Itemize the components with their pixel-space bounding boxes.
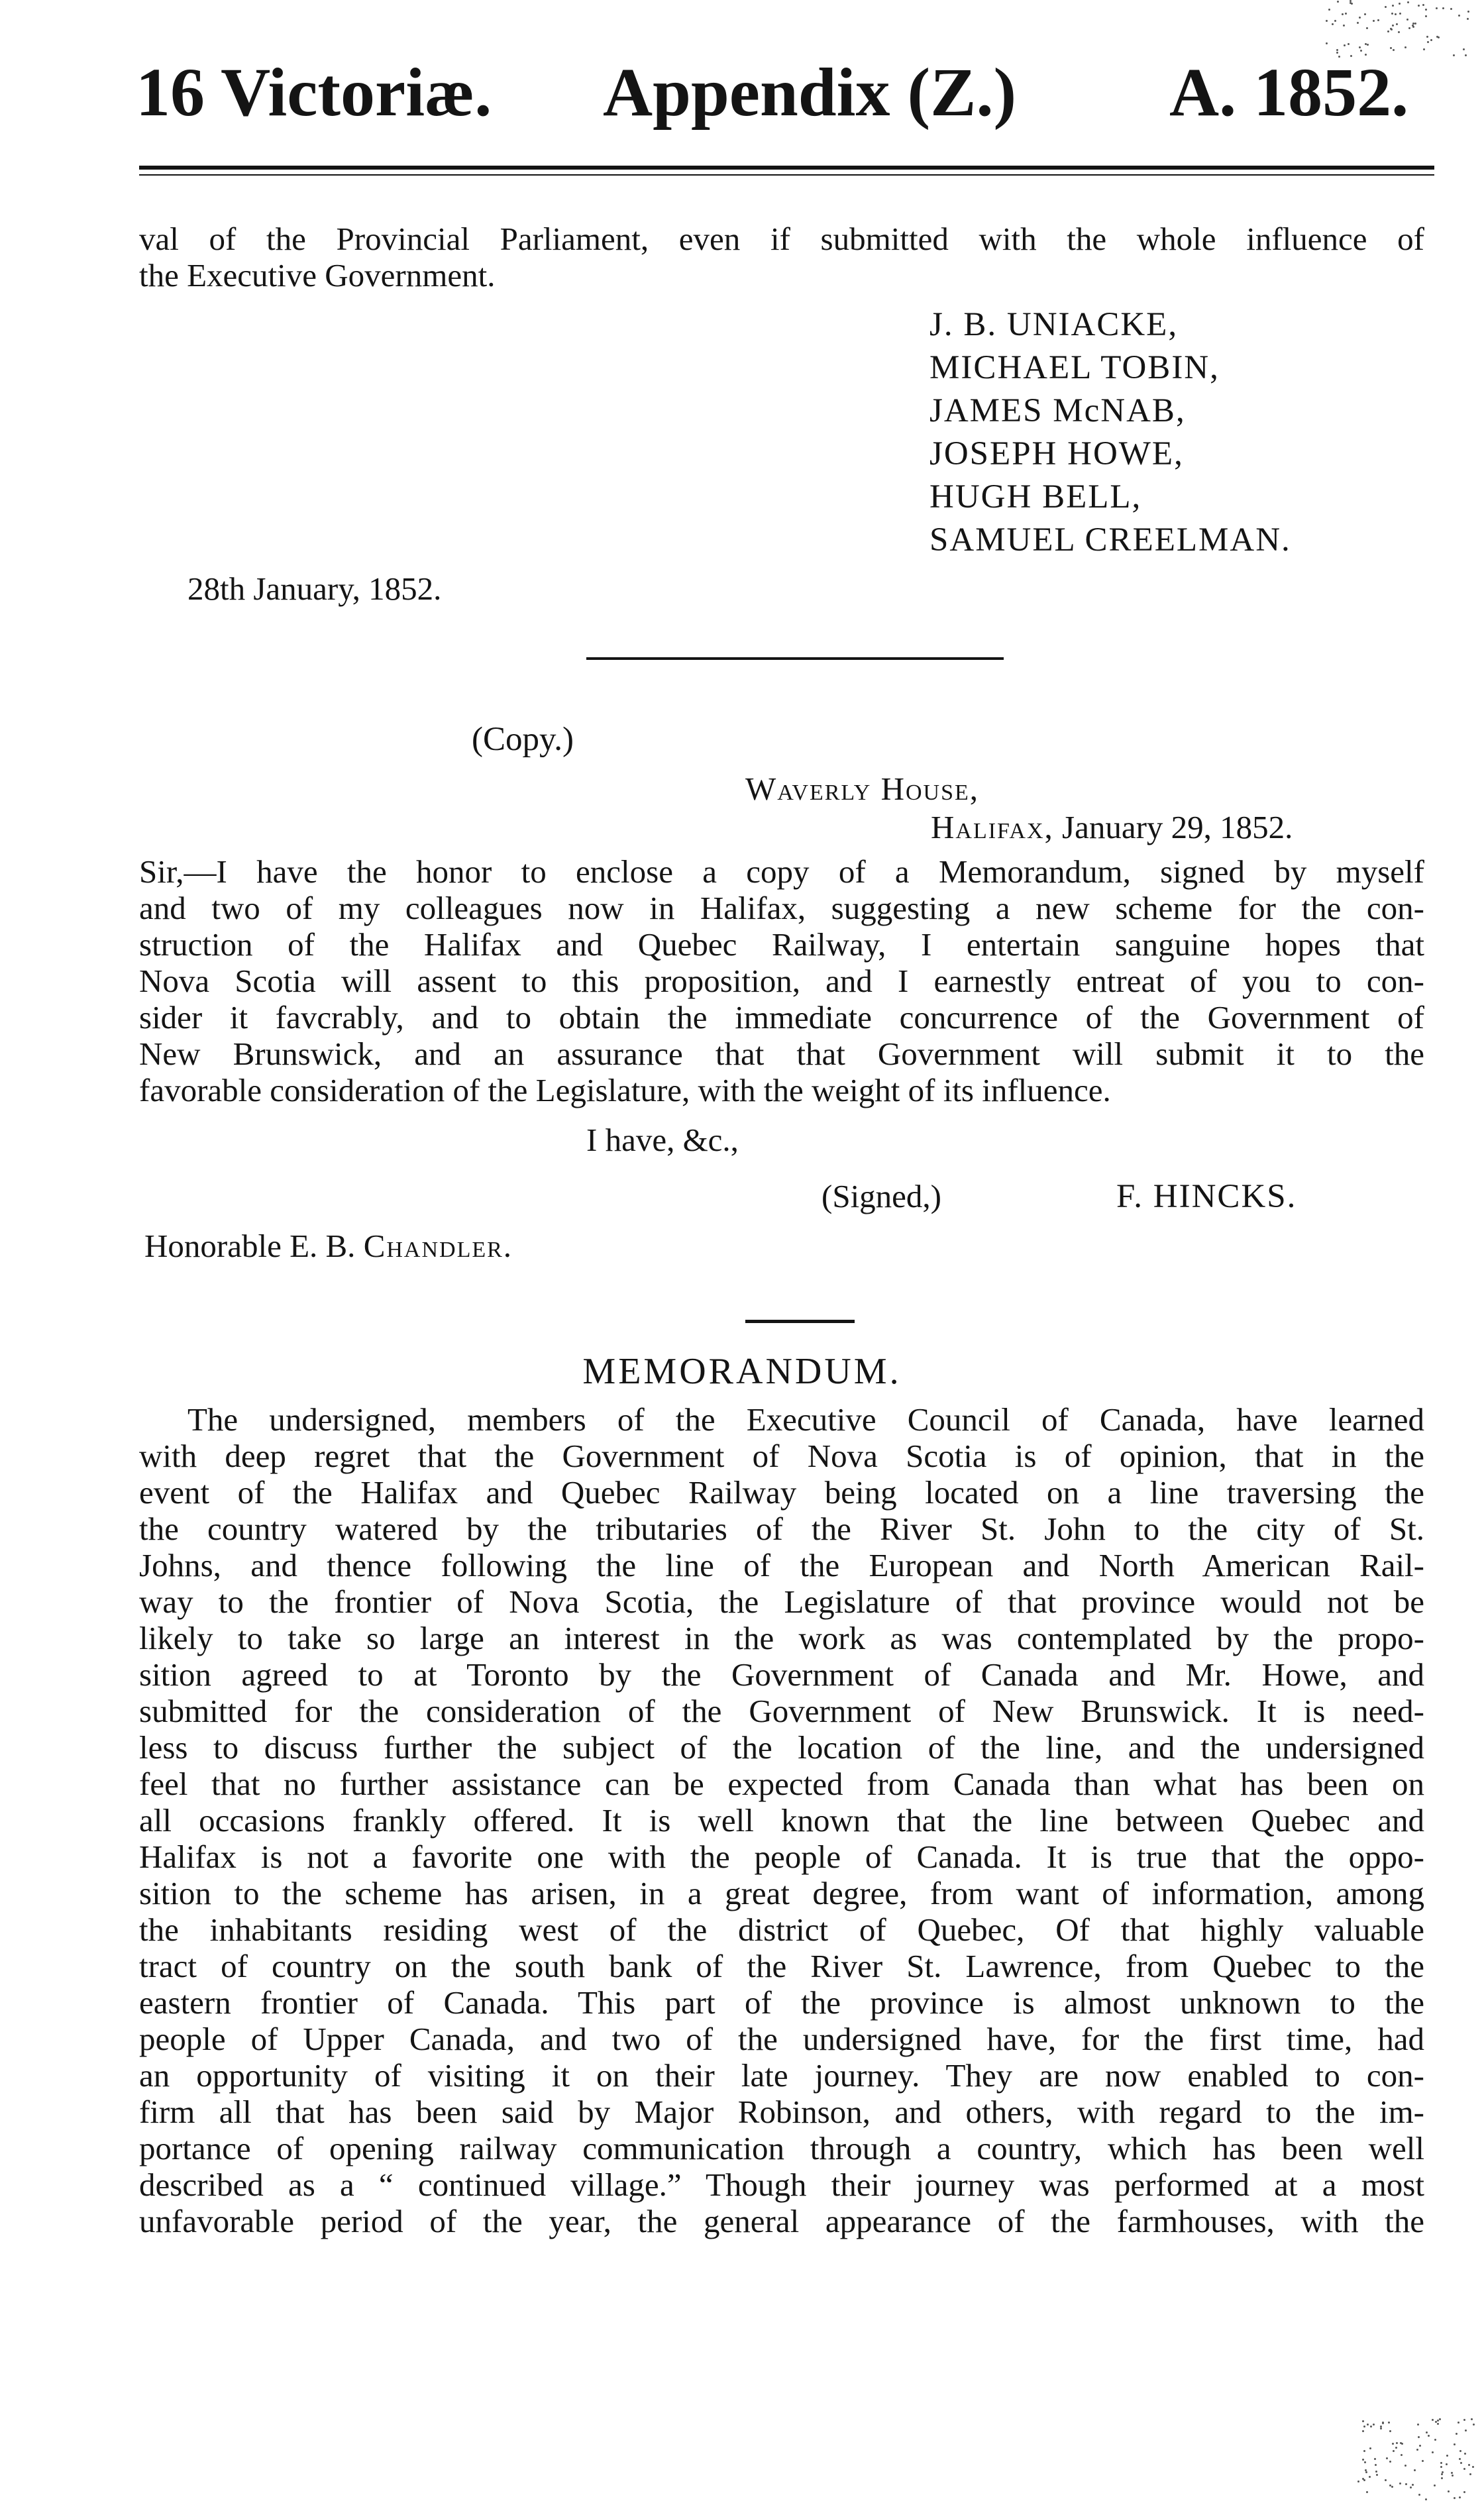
- copy-label: (Copy.): [472, 721, 574, 758]
- stamp-speck: [1370, 2426, 1372, 2428]
- intro-line: val of the Provincial Parliament, even if submitted with the whole influence of: [139, 221, 1424, 257]
- stamp-speck: [1454, 2497, 1456, 2499]
- memorandum-line: people of Upper Canada, and two of the undersigned have, for the first time, had: [139, 2021, 1424, 2057]
- stamp-speck: [1410, 2486, 1412, 2488]
- stamp-speck: [1392, 5, 1394, 7]
- stamp-speck: [1363, 2426, 1365, 2428]
- stamp-speck: [1452, 2475, 1454, 2477]
- stamp-speck: [1398, 31, 1400, 33]
- library-stamp-mark: [1352, 2418, 1477, 2504]
- stamp-speck: [1404, 2465, 1406, 2467]
- stamp-speck: [1337, 1, 1339, 3]
- stamp-speck: [1364, 13, 1366, 15]
- stamp-speck: [1434, 2439, 1436, 2441]
- letter-body-line: New Brunswick, and an assurance that that Government will submit it to the: [139, 1036, 1424, 1072]
- stamp-speck: [1463, 2468, 1465, 2470]
- stamp-speck: [1350, 2, 1352, 4]
- stamp-speck: [1456, 2433, 1458, 2435]
- stamp-speck: [1359, 17, 1361, 19]
- stamp-speck: [1342, 13, 1344, 15]
- stamp-speck: [1463, 2419, 1465, 2421]
- signatory: SAMUEL CREELMAN.: [929, 521, 1291, 559]
- letter-place: Halifax,: [931, 809, 1054, 845]
- stamp-speck: [1393, 49, 1395, 51]
- stamp-speck: [1473, 2424, 1475, 2426]
- memorandum-line: Halifax is not a favorite one with the people of Canada. It is true that the oppo-: [139, 1839, 1424, 1875]
- stamp-speck: [1350, 0, 1352, 2]
- stamp-speck: [1367, 44, 1369, 46]
- stamp-speck: [1419, 2445, 1421, 2447]
- stamp-speck: [1464, 2453, 1466, 2455]
- stamp-speck: [1360, 50, 1362, 52]
- stamp-speck: [1357, 22, 1359, 24]
- memorandum-line: tract of country on the south bank of the River St. Lawrence, from Quebec to the: [139, 1948, 1424, 1984]
- stamp-speck: [1463, 48, 1465, 50]
- stamp-speck: [1437, 2423, 1439, 2425]
- letter-signer: F. HINCKS.: [1116, 1178, 1297, 1215]
- memorandum-line: all occasions frankly offered. It is well known that the line between Quebec and: [139, 1802, 1424, 1839]
- stamp-speck: [1469, 2473, 1471, 2475]
- stamp-speck: [1399, 3, 1401, 5]
- stamp-speck: [1471, 2418, 1473, 2420]
- stamp-speck: [1472, 2466, 1474, 2468]
- recipient-prefix: Honorable E. B.: [144, 1228, 364, 1264]
- header-rule-thick: [139, 166, 1434, 170]
- section-divider: [745, 1320, 855, 1323]
- stamp-speck: [1425, 2498, 1427, 2500]
- signatory: JAMES McNAB,: [929, 392, 1186, 429]
- stamp-speck: [1377, 19, 1379, 21]
- memorandum-line: with deep regret that the Government of Nova Scotia is of opinion, that in the: [139, 1438, 1424, 1474]
- memorandum-line: Johns, and thence following the line of the European and North American Rail-: [139, 1547, 1424, 1583]
- stamp-speck: [1417, 2424, 1419, 2426]
- stamp-speck: [1369, 2447, 1371, 2449]
- stamp-speck: [1386, 2457, 1388, 2459]
- stamp-speck: [1362, 2420, 1364, 2422]
- memorandum-line: submitted for the consideration of the Government of New Brunswick. It is need-: [139, 1693, 1424, 1729]
- stamp-speck: [1374, 2458, 1376, 2460]
- stamp-speck: [1418, 2494, 1420, 2496]
- memorandum-line: described as a “ continued village.” Though their journey was performed at a most: [139, 2166, 1424, 2203]
- memorandum-line: feel that no further assistance can be expected from Canada than what has been on: [139, 1766, 1424, 1802]
- memorandum-title: MEMORANDUM.: [582, 1351, 902, 1392]
- stamp-speck: [1427, 41, 1429, 43]
- letter-dateline: [931, 807, 1293, 848]
- library-stamp-mark: [1325, 0, 1477, 60]
- stamp-speck: [1400, 2442, 1402, 2444]
- stamp-speck: [1425, 15, 1427, 17]
- stamp-speck: [1363, 2450, 1365, 2452]
- stamp-speck: [1468, 2464, 1470, 2466]
- stamp-speck: [1408, 27, 1410, 29]
- stamp-speck: [1453, 54, 1455, 56]
- stamp-speck: [1366, 27, 1368, 29]
- stamp-speck: [1399, 13, 1401, 15]
- first-date: 28th January, 1852.: [187, 570, 442, 607]
- stamp-speck: [1392, 2443, 1394, 2445]
- stamp-speck: [1432, 2451, 1434, 2453]
- stamp-speck: [1441, 2473, 1443, 2475]
- stamp-speck: [1367, 2424, 1369, 2426]
- stamp-speck: [1412, 26, 1414, 28]
- stamp-speck: [1448, 2490, 1450, 2492]
- letter-body-line: struction of the Halifax and Quebec Railway, I entertain sanguine hopes that: [139, 926, 1424, 963]
- memorandum-line: way to the frontier of Nova Scotia, the Legislature of that province would not be: [139, 1583, 1424, 1620]
- memorandum-line: the country watered by the tributaries of the River St. John to the city of St.: [139, 1511, 1424, 1547]
- stamp-speck: [1362, 2459, 1364, 2461]
- letter-body-line: sider it favcrably, and to obtain the immediate concurrence of the Government of: [139, 999, 1424, 1036]
- stamp-speck: [1458, 2422, 1459, 2424]
- stamp-speck: [1364, 2461, 1366, 2463]
- recipient-name: Chandler.: [363, 1228, 513, 1264]
- stamp-speck: [1385, 6, 1387, 8]
- stamp-speck: [1414, 2469, 1416, 2471]
- stamp-speck: [1369, 2476, 1371, 2478]
- stamp-speck: [1450, 8, 1452, 10]
- stamp-speck: [1459, 2450, 1461, 2452]
- stamp-speck: [1390, 47, 1392, 49]
- stamp-speck: [1344, 44, 1346, 46]
- stamp-speck: [1359, 46, 1361, 48]
- stamp-speck: [1428, 2435, 1430, 2437]
- stamp-speck: [1435, 2421, 1437, 2423]
- header-session: 16 Victoriæ.: [136, 54, 492, 131]
- memorandum-line: event of the Halifax and Quebec Railway being located on a line traversing the: [139, 1474, 1424, 1511]
- stamp-speck: [1441, 2477, 1443, 2479]
- stamp-speck: [1465, 54, 1467, 56]
- stamp-speck: [1440, 2466, 1442, 2468]
- stamp-speck: [1357, 2481, 1359, 2482]
- stamp-speck: [1446, 2455, 1448, 2457]
- stamp-speck: [1401, 2454, 1403, 2456]
- stamp-speck: [1345, 13, 1347, 15]
- stamp-speck: [1334, 20, 1336, 22]
- stamp-speck: [1446, 2463, 1448, 2465]
- stamp-speck: [1326, 42, 1328, 44]
- stamp-speck: [1437, 2420, 1439, 2422]
- stamp-speck: [1439, 2418, 1441, 2420]
- memorandum-line: an opportunity of visiting it on their late journey. They are now enabled to con-: [139, 2057, 1424, 2094]
- stamp-speck: [1416, 2449, 1418, 2451]
- letter-body-line: and two of my colleagues now in Halifax, suggesting a new scheme for the con-: [139, 890, 1424, 926]
- memorandum-line: likely to take so large an interest in the work as was contemplated by the propo-: [139, 1620, 1424, 1656]
- stamp-speck: [1376, 2474, 1378, 2476]
- memorandum-line: unfavorable period of the year, the general appearance of the farmhouses, with the: [139, 2203, 1424, 2239]
- stamp-speck: [1389, 2461, 1391, 2463]
- stamp-speck: [1395, 13, 1397, 15]
- stamp-speck: [1373, 2424, 1375, 2426]
- header-year: A. 1852.: [1169, 54, 1409, 131]
- stamp-speck: [1412, 2484, 1414, 2486]
- memorandum-line: the inhabitants residing west of the district of Quebec, Of that highly valuable: [139, 1911, 1424, 1948]
- stamp-speck: [1373, 20, 1375, 22]
- stamp-speck: [1422, 4, 1424, 6]
- memorandum-line: sition to the scheme has arisen, in a great degree, from want of information, among: [139, 1875, 1424, 1911]
- stamp-speck: [1442, 7, 1444, 9]
- letter-body-line: Sir,—I have the honor to enclose a copy of a Memorandum, signed by myself: [139, 853, 1424, 890]
- stamp-speck: [1388, 2422, 1390, 2424]
- memorandum-line: less to discuss further the subject of the location of the line, and the undersigned: [139, 1729, 1424, 1766]
- stamp-speck: [1395, 2447, 1397, 2449]
- stamp-speck: [1406, 19, 1408, 21]
- stamp-speck: [1389, 2430, 1391, 2432]
- stamp-speck: [1382, 2422, 1384, 2424]
- stamp-speck: [1391, 2486, 1393, 2488]
- stamp-speck: [1434, 2484, 1436, 2486]
- stamp-speck: [1362, 2478, 1364, 2480]
- memorandum-line: firm all that has been said by Major Robinson, and others, with regard to the im-: [139, 2094, 1424, 2130]
- stamp-speck: [1380, 2428, 1382, 2429]
- stamp-speck: [1399, 2482, 1401, 2484]
- stamp-speck: [1440, 2462, 1442, 2464]
- stamp-speck: [1405, 2483, 1407, 2485]
- stamp-speck: [1348, 43, 1350, 45]
- intro-line: the Executive Government.: [139, 257, 496, 294]
- stamp-speck: [1387, 30, 1389, 32]
- stamp-speck: [1425, 9, 1427, 11]
- stamp-speck: [1366, 2491, 1368, 2493]
- stamp-speck: [1336, 49, 1338, 51]
- stamp-speck: [1391, 13, 1393, 15]
- stamp-speck: [1430, 39, 1432, 41]
- stamp-speck: [1426, 36, 1428, 38]
- stamp-speck: [1396, 23, 1398, 25]
- stamp-speck: [1432, 2419, 1434, 2421]
- stamp-speck: [1436, 36, 1438, 38]
- signed-label: (Signed,): [822, 1178, 941, 1214]
- stamp-speck: [1467, 18, 1469, 20]
- stamp-speck: [1390, 28, 1392, 30]
- stamp-speck: [1396, 2442, 1398, 2444]
- stamp-speck: [1392, 25, 1394, 27]
- stamp-speck: [1451, 2472, 1453, 2474]
- stamp-speck: [1418, 2436, 1420, 2438]
- stamp-speck: [1467, 11, 1469, 13]
- header-appendix: Appendix (Z.): [603, 54, 1017, 131]
- letter-body-line: Nova Scotia will assent to this proposition, and I earnestly entreat of you to con-: [139, 963, 1424, 999]
- signatory: J. B. UNIACKE,: [929, 306, 1179, 343]
- stamp-speck: [1393, 2450, 1395, 2452]
- signatory: MICHAEL TOBIN,: [929, 349, 1220, 386]
- stamp-speck: [1332, 23, 1334, 25]
- letter-address: Waverly House,: [745, 771, 980, 807]
- letter-recipient: [144, 1226, 513, 1267]
- stamp-speck: [1343, 25, 1345, 27]
- memorandum-line: portance of opening railway communication through a country, which has been well: [139, 2130, 1424, 2166]
- memorandum-line: sition agreed to at Toronto by the Government of Canada and Mr. Howe, and: [139, 1656, 1424, 1693]
- stamp-speck: [1423, 48, 1425, 50]
- signatory: HUGH BELL,: [929, 478, 1142, 515]
- stamp-speck: [1436, 7, 1438, 9]
- section-divider: [586, 657, 1004, 660]
- stamp-speck: [1375, 2464, 1377, 2466]
- stamp-speck: [1454, 2443, 1456, 2445]
- stamp-speck: [1459, 2496, 1461, 2498]
- letter-date: January 29, 1852.: [1053, 809, 1293, 845]
- stamp-speck: [1365, 2471, 1367, 2473]
- stamp-speck: [1418, 5, 1420, 7]
- stamp-speck: [1465, 2429, 1467, 2431]
- signatory: JOSEPH HOWE,: [929, 435, 1184, 472]
- stamp-speck: [1407, 1, 1409, 3]
- letter-closing: I have, &c.,: [586, 1122, 739, 1158]
- stamp-speck: [1460, 2462, 1462, 2464]
- stamp-speck: [1326, 20, 1328, 22]
- stamp-speck: [1385, 2479, 1387, 2481]
- stamp-speck: [1414, 23, 1416, 25]
- stamp-speck: [1328, 9, 1330, 11]
- stamp-speck: [1375, 2471, 1377, 2473]
- memorandum-line: The undersigned, members of the Executive Council of Canada, have learned: [187, 1401, 1424, 1438]
- letter-body-line: favorable consideration of the Legislature, with the weight of its influence.: [139, 1072, 1111, 1108]
- stamp-speck: [1463, 2491, 1465, 2493]
- stamp-speck: [1365, 43, 1367, 45]
- stamp-speck: [1459, 2458, 1461, 2460]
- stamp-speck: [1426, 2431, 1428, 2433]
- memorandum-line: eastern frontier of Canada. This part of the province is almost unknown to the: [139, 1984, 1424, 2021]
- stamp-speck: [1362, 2430, 1364, 2432]
- stamp-speck: [1458, 15, 1460, 17]
- header-rule-thin: [139, 174, 1434, 176]
- stamp-speck: [1422, 2460, 1424, 2462]
- stamp-speck: [1404, 46, 1406, 48]
